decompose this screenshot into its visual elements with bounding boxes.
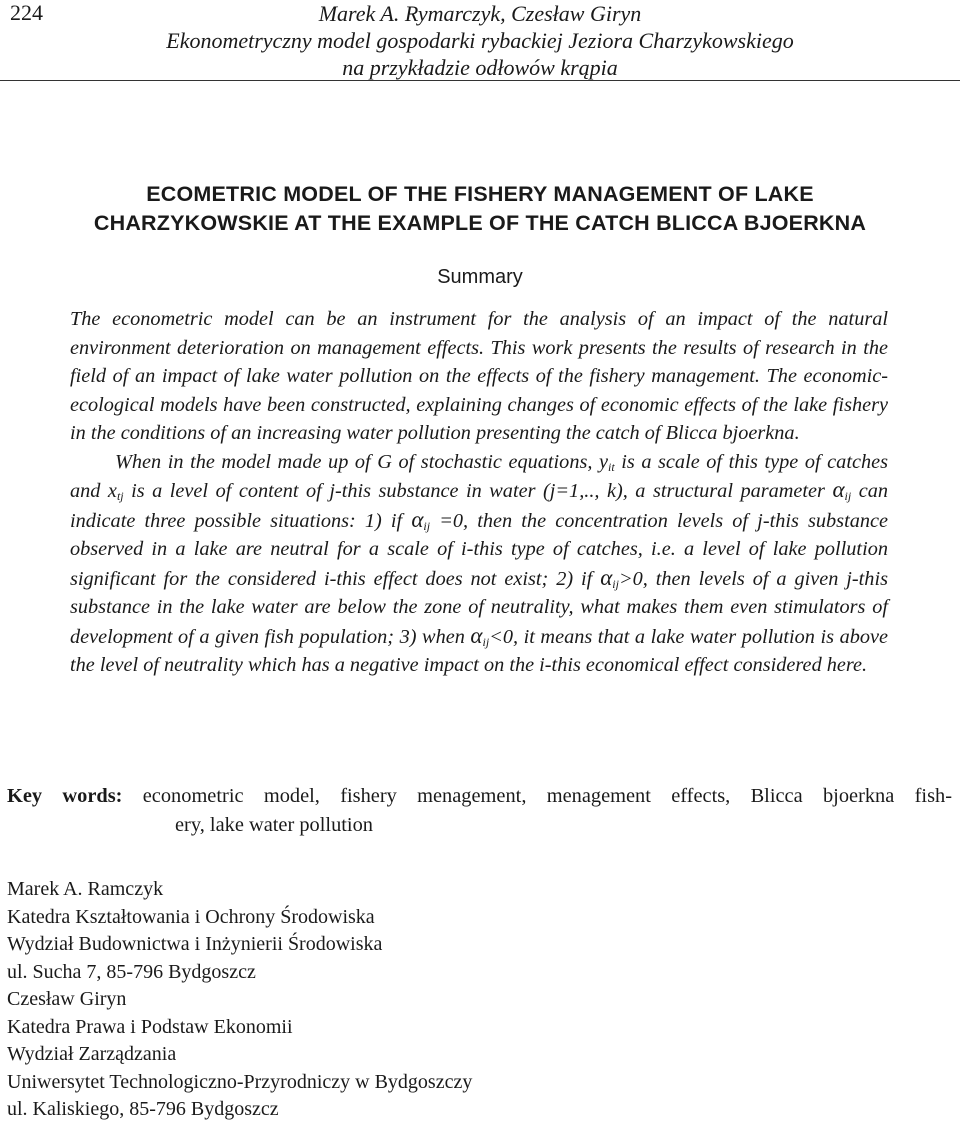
affiliation-line: Uniwersytet Technologiczno-Przyrodniczy w Bydgoszczy <box>7 1070 473 1093</box>
article-title-line2: CHARZYKOWSKIE AT THE EXAMPLE OF THE CATCH BLICCA BJOERKNA <box>93 211 867 235</box>
summary-heading: Summary <box>437 266 523 288</box>
header-divider <box>0 80 960 81</box>
text: <0, it means that a lake water pollution is above the level of neutrality which has a negative impact on the i-this economical effect considered here. <box>70 625 888 676</box>
text: is a scale of this type of catches and x <box>70 450 888 502</box>
keywords-line2: ery, lake water pollution <box>175 814 373 836</box>
affiliation-line: Wydział Budownictwa i Inżynierii Środowiska <box>7 933 383 955</box>
abstract-paragraph-1: The econometric model can be an instrument for the analysis of an impact of the natural environment deterioration on management effects. This work presents the results of research in the field of an impact of lake water pollution on the effects of the fishery management. The economic-ecological models have been constructed, explaining changes of economic effects of the lake fishery in the conditions of an increasing water pollution presenting the catch of Blicca bjoerkna. <box>70 308 888 444</box>
affiliation-line: Wydział Zarządzania <box>7 1043 177 1065</box>
subscript: ij <box>844 489 852 503</box>
keywords <box>7 782 952 840</box>
affiliation-line: Katedra Kształtowania i Ochrony Środowiska <box>7 905 375 928</box>
alpha-symbol: α <box>470 622 483 648</box>
subscript: ij <box>423 518 431 533</box>
affiliation-line: ul. Sucha 7, 85-796 Bydgoszcz <box>7 960 256 983</box>
text: is a level of content of j-this substance in water (j=1,.., k), a structural parameter <box>123 480 833 502</box>
affiliation-line: Czesław Giryn <box>7 988 127 1010</box>
header-authors: Marek A. Rymarczyk, Czesław Giryn <box>318 1 642 26</box>
alpha-symbol: α <box>600 564 613 590</box>
keywords-label: Key words: <box>7 785 123 807</box>
keywords-text: econometric model, fishery menagement, menagement effects, Blicca bjoerkna fish- <box>122 785 952 807</box>
abstract <box>70 305 888 680</box>
article-title-line1: ECOMETRIC MODEL OF THE FISHERY MANAGEMENT OF LAKE <box>146 182 814 206</box>
affiliation-line: ul. Kaliskiego, 85-796 Bydgoszcz <box>7 1098 279 1120</box>
text: can indicate three possible situations: 1) if <box>70 480 888 532</box>
text: >0, then levels of a given j-this substance in the lake water are below the zone of neutrality, what makes them even stimulators of development of a given fish population; 3) when <box>70 567 888 648</box>
running-header <box>100 0 860 81</box>
subscript: tj <box>116 489 124 503</box>
author-affiliations <box>7 876 472 1124</box>
abstract-paragraph-2 <box>70 448 888 680</box>
text: =0, then the concentration levels of j-this substance observed in a lake are neutral for a scale of i-this type of catches, i.e. a level of lake pollution significant for the considered i-this effect does not exist; 2) if <box>70 509 888 590</box>
header-title-line1: Ekonometryczny model gospodarki rybackiej Jeziora Charzykowskiego <box>166 28 794 53</box>
page-number: 224 <box>10 0 43 25</box>
alpha-symbol: α <box>411 506 424 532</box>
subscript: ij <box>612 576 619 591</box>
header-title-line2: na przykładzie odłowów krąpia <box>342 55 618 80</box>
subscript: ij <box>482 634 490 649</box>
article-title <box>0 180 960 238</box>
keywords-line1 <box>7 782 952 811</box>
text: When in the model made up of G of stochastic equations, y <box>115 450 608 473</box>
affiliation-line: Katedra Prawa i Podstaw Ekonomii <box>7 1015 293 1038</box>
alpha-symbol: α <box>832 477 845 502</box>
affiliation-line: Marek A. Ramczyk <box>7 878 164 900</box>
subscript: it <box>608 459 615 474</box>
